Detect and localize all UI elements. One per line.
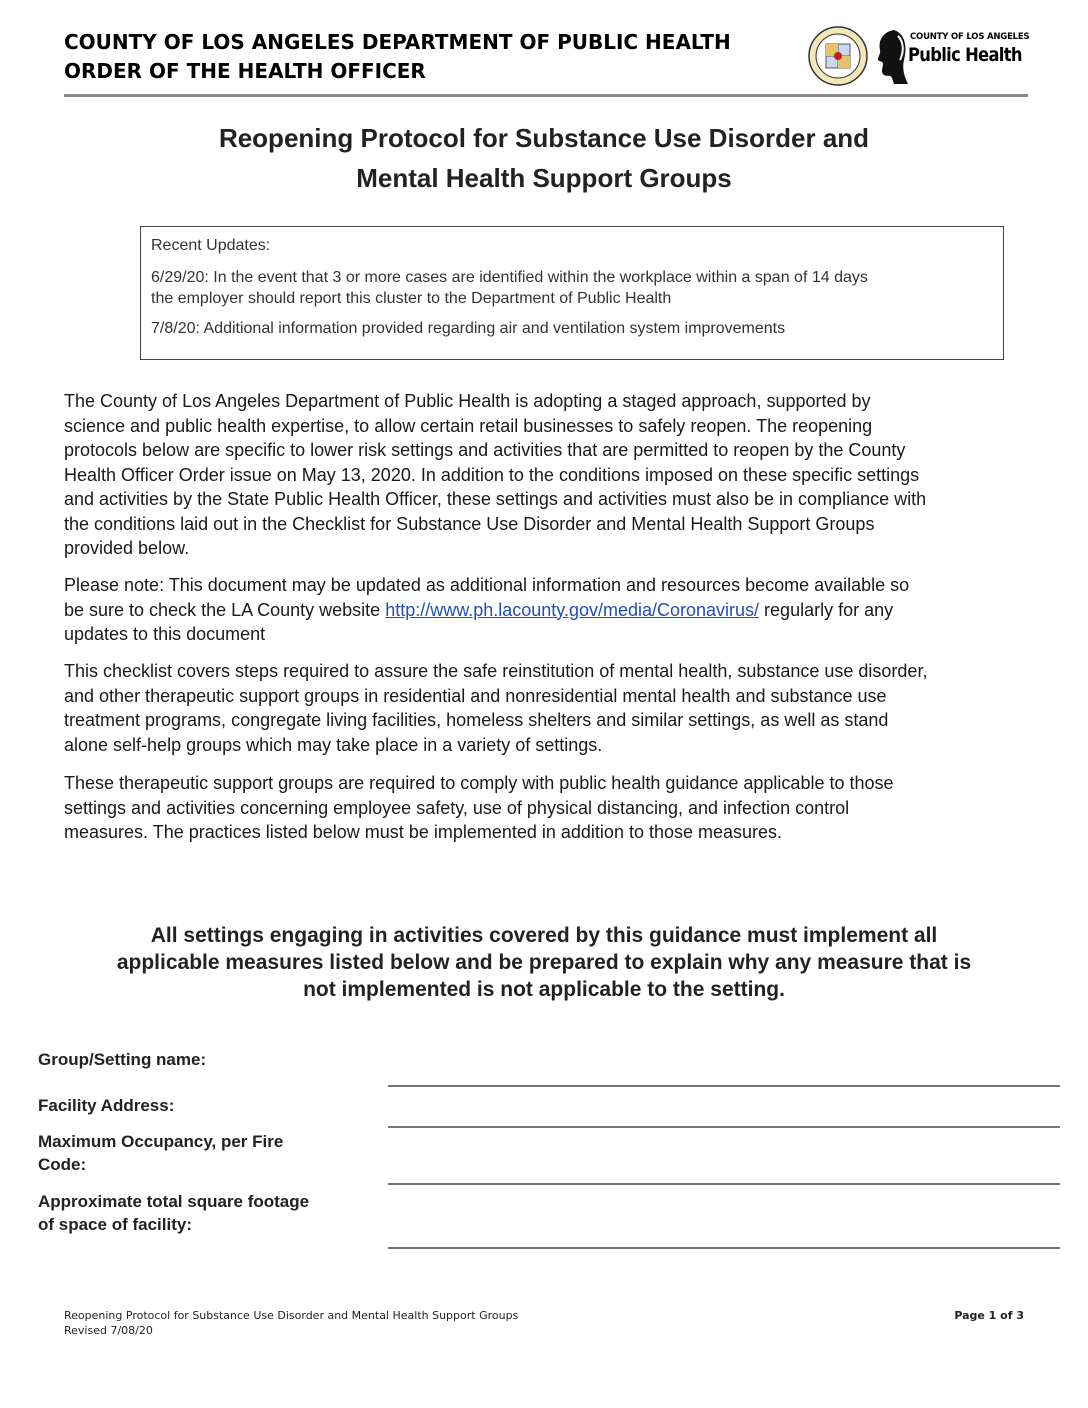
paragraph-text: be sure to check the LA County website [64, 599, 386, 620]
label-text: Group/Setting name: [38, 1050, 207, 1069]
notice-line: not implemented is not applicable to the setting. [303, 978, 785, 1001]
header-divider [64, 94, 1028, 97]
paragraph-line: provided below. [64, 538, 190, 558]
intro-paragraph [64, 389, 1024, 561]
note-paragraph [64, 573, 1024, 647]
update-item [151, 318, 1003, 339]
paragraph-line: treatment programs, congregate living facilities, homeless shelters and similar settings, as well as stand [64, 710, 889, 730]
label-text: Code: [38, 1155, 87, 1174]
facility-address-field[interactable] [388, 1126, 1060, 1128]
footer-revised-date: Revised 7/08/20 [64, 1324, 153, 1337]
paragraph-line: the conditions laid out in the Checklist for Substance Use Disorder and Mental Health Support Groups [64, 513, 875, 534]
notice-line: applicable measures listed below and be prepared to explain why any measure that is [116, 951, 972, 974]
logo-county-text: COUNTY OF LOS ANGELES [910, 32, 1030, 42]
lacounty-coronavirus-link[interactable]: http://www.ph.lacounty.gov/media/Coronavirus/ [385, 599, 760, 620]
paragraph-line [64, 598, 1024, 623]
paragraph-line: The County of Los Angeles Department of Public Health is adopting a staged approach, supported by [64, 391, 871, 411]
paragraph-line: Please note: This document may be updated as additional information and resources become available so [64, 575, 910, 595]
update-item-line: 7/8/20: Additional information provided regarding air and ventilation system improvements [151, 320, 786, 337]
org-name: COUNTY OF LOS ANGELES DEPARTMENT OF PUBLIC HEALTH [64, 30, 731, 54]
update-item [151, 267, 1003, 309]
label-text: Facility Address: [38, 1096, 175, 1115]
paragraph-text: regularly for any [759, 599, 894, 620]
paragraph-line: alone self-help groups which may take place in a variety of settings. [64, 734, 603, 755]
max-occupancy-label [38, 1130, 283, 1176]
public-health-logo [874, 28, 1034, 84]
title-line-2: Mental Health Support Groups [356, 163, 732, 193]
document-title [120, 118, 968, 198]
order-title: ORDER OF THE HEALTH OFFICER [64, 59, 426, 83]
scope-paragraph [64, 659, 1024, 757]
compliance-paragraph [64, 771, 1024, 845]
title-line-1: Reopening Protocol for Substance Use Disorder and [218, 123, 870, 153]
organization-header [64, 28, 731, 86]
paragraph-line: measures. The practices listed below must be implemented in addition to those measures. [64, 822, 783, 842]
paragraph-line: and activities by the State Public Health Officer, these settings and activities must also be in compliance with [64, 489, 927, 509]
label-text: Approximate total square footage [38, 1192, 310, 1211]
paragraph-line: science and public health expertise, to allow certain retail businesses to safely reopen. The reopening [64, 415, 873, 436]
logo-public-health-text: Public Health [908, 44, 1022, 66]
page-number: Page 1 of 3 [954, 1309, 1024, 1322]
group-setting-name-label [38, 1048, 206, 1071]
paragraph-line: settings and activities concerning employee safety, use of physical distancing, and infection control [64, 797, 850, 818]
max-occupancy-field[interactable] [388, 1183, 1060, 1185]
paragraph-line: and other therapeutic support groups in residential and nonresidential mental health and substance use [64, 685, 887, 706]
updates-heading: Recent Updates: [151, 237, 271, 254]
implementation-notice [40, 922, 1048, 1003]
page-footer [64, 1308, 1024, 1338]
square-footage-label [38, 1190, 309, 1236]
notice-line: All settings engaging in activities covered by this guidance must implement all [150, 924, 938, 947]
update-item-line: 6/29/20: In the event that 3 or more cases are identified within the workplace within a span of 14 days [151, 269, 868, 286]
square-footage-field[interactable] [388, 1247, 1060, 1249]
update-item-line: the employer should report this cluster to the Department of Public Health [151, 290, 672, 307]
group-setting-name-field[interactable] [388, 1085, 1060, 1087]
paragraph-line: This checklist covers steps required to assure the safe reinstitution of mental health, substance use disorder, [64, 661, 928, 681]
paragraph-line: updates to this document [64, 624, 266, 644]
label-text: of space of facility: [38, 1215, 192, 1234]
paragraph-line: These therapeutic support groups are required to comply with public health guidance applicable to those [64, 773, 894, 793]
recent-updates-box [140, 226, 1004, 360]
paragraph-line: Health Officer Order issue on May 13, 2020. In addition to the conditions imposed on these specific settings [64, 464, 920, 485]
footer-doc-name: Reopening Protocol for Substance Use Disorder and Mental Health Support Groups [64, 1309, 519, 1322]
profile-silhouette-icon [874, 28, 910, 84]
facility-address-label [38, 1094, 174, 1117]
label-text: Maximum Occupancy, per Fire [38, 1132, 284, 1151]
paragraph-line: protocols below are specific to lower risk settings and activities that are permitted to reopen by the County [64, 440, 906, 460]
county-seal-icon [808, 26, 868, 86]
